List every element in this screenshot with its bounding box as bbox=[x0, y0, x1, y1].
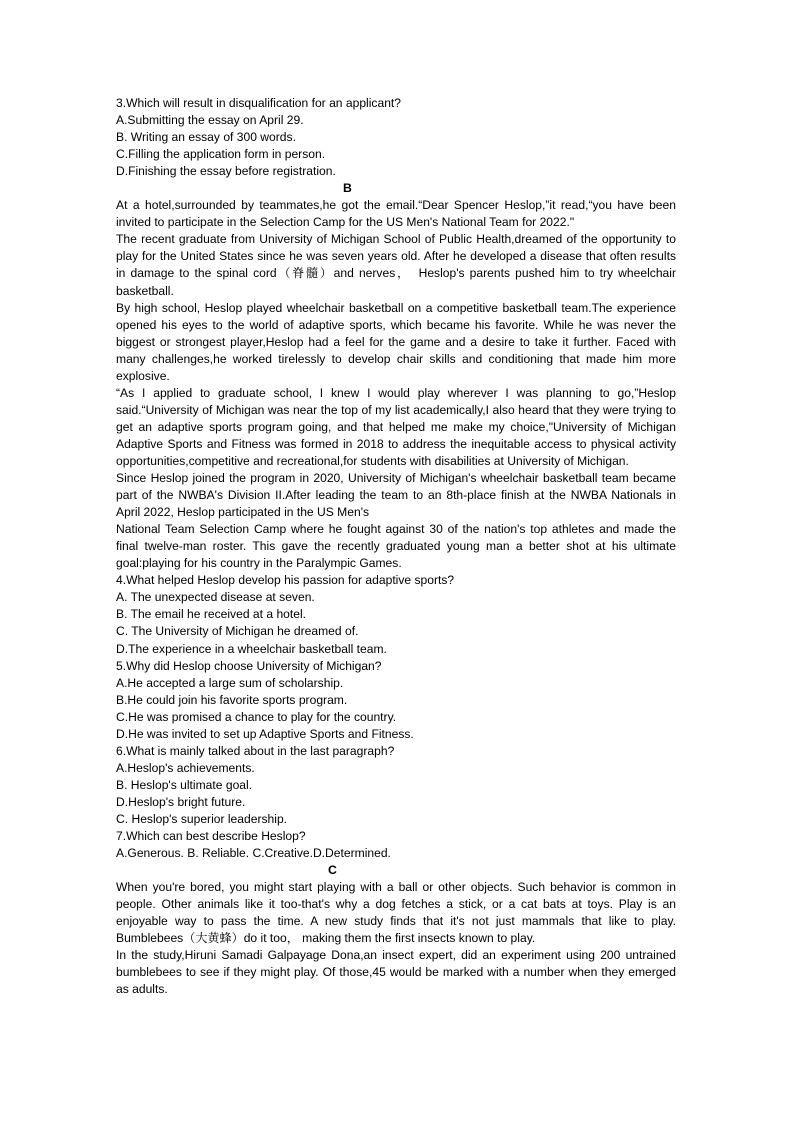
document-text-body bbox=[116, 95, 676, 998]
question-5-option-d: D.He was invited to set up Adaptive Sports and Fitness. bbox=[116, 726, 414, 741]
question-4-option-b: B. The email he received at a hotel. bbox=[116, 607, 307, 622]
question-3-option-c: C.Filling the application form in person. bbox=[116, 147, 326, 162]
question-5-option-b: B.He could join his favorite sports program. bbox=[116, 692, 348, 707]
section-marker-c: C bbox=[328, 863, 337, 878]
question-3-option-d: D.Finishing the essay before registration. bbox=[116, 164, 336, 179]
question-4-option-a: A. The unexpected disease at seven. bbox=[116, 590, 315, 605]
question-6-option-a: A.Heslop's achievements. bbox=[116, 760, 255, 775]
question-4-option-d: D.The experience in a wheelchair basketball team. bbox=[116, 641, 387, 656]
passage-c-paragraph-2: In the study,Hiruni Samadi Galpayage Dona,an insect expert, did an experiment using 200 untrained bumblebees to see if they might play. Of those,45 would be marked with a number when they emerged as adults. bbox=[116, 948, 676, 997]
question-3: 3.Which will result in disqualification for an applicant? bbox=[116, 96, 402, 110]
question-4-option-c: C. The University of Michigan he dreamed of. bbox=[116, 624, 359, 639]
passage-b-paragraph-3: By high school, Heslop played wheelchair basketball on a competitive basketball team.The experience opened his eyes to the world of adaptive sports, which became his favorite. While he was never the biggest or strongest player,Heslop had a feel for the game and a desire to take it further. Faced with many challenges,he worked tirelessly to develop chair skills and conditioning that made him more explosive. bbox=[116, 300, 676, 383]
passage-b-paragraph-5: Since Heslop joined the program in 2020, University of Michigan's wheelchair basketball team became part of the NWBA's Division II.After leading the team to an 8th-place finish at the NWBA Nationals in April 2022, Heslop participated in the US Men's bbox=[116, 471, 676, 520]
passage-c-paragraph-1: When you're bored, you might start playing with a ball or other objects. Such behavior is common in people. Other animals like it too-that's why a dog fetches a stick, or a cat bats at toys. Play is an enjoyable way to pass the time. A new study finds that it's not just mammals that like to play. Bumblebees（大黄蜂）do it too， making them the first insects known to play. bbox=[116, 880, 676, 946]
passage-b-paragraph-1: At a hotel,surrounded by teammates,he got the email.“Dear Spencer Heslop,”it read,“you have been invited to participate in the Selection Camp for the US Men's National Team for 2022." bbox=[116, 198, 676, 230]
question-6-option-b: B. Heslop's ultimate goal. bbox=[116, 777, 253, 792]
question-3-option-b: B. Writing an essay of 300 words. bbox=[116, 130, 296, 145]
passage-b-paragraph-2: The recent graduate from University of Michigan School of Public Health,dreamed of the opportunity to play for the United States since he was seven years old. After he developed a disease that often results in damage to the spinal cord（脊髓）and nerves， Heslop's parents pushed him to try wheelchair basketball. bbox=[116, 232, 676, 298]
question-5-option-c: C.He was promised a chance to play for the country. bbox=[116, 709, 397, 724]
question-6-option-d: D.Heslop's bright future. bbox=[116, 794, 246, 809]
passage-b-paragraph-6: National Team Selection Camp where he fought against 30 of the nation's top athletes and made the final twelve-man roster. This gave the recently graduated young man a better shot at his ultimate goal:playing for his country in the Paralympic Games. bbox=[116, 522, 676, 571]
question-5-option-a: A.He accepted a large sum of scholarship. bbox=[116, 675, 344, 690]
question-7: 7.Which can best describe Heslop? bbox=[116, 829, 306, 844]
question-6: 6.What is mainly talked about in the last paragraph? bbox=[116, 743, 395, 758]
question-7-options-inline: A.Generous. B. Reliable. C.Creative.D.Determined. bbox=[116, 846, 391, 861]
section-marker-b: B bbox=[343, 181, 352, 196]
question-4: 4.What helped Heslop develop his passion for adaptive sports? bbox=[116, 573, 455, 588]
question-5: 5.Why did Heslop choose University of Michigan? bbox=[116, 658, 382, 673]
question-3-option-a: A.Submitting the essay on April 29. bbox=[116, 113, 304, 128]
passage-b-paragraph-4: “As I applied to graduate school, I knew I would play wherever I was planning to go,”Heslop said.“University of Michigan was near the top of my list academically,I also heard that they were trying to get an adaptive sports program going, and that helped me make my choice,"University of Michigan Adaptive Sports and Fitness was formed in 2018 to address the inequitable access to physical activity opportunities,competitive and recreational,for students with disabilities at University of Michigan. bbox=[116, 385, 676, 468]
question-6-option-c: C. Heslop's superior leadership. bbox=[116, 811, 288, 826]
